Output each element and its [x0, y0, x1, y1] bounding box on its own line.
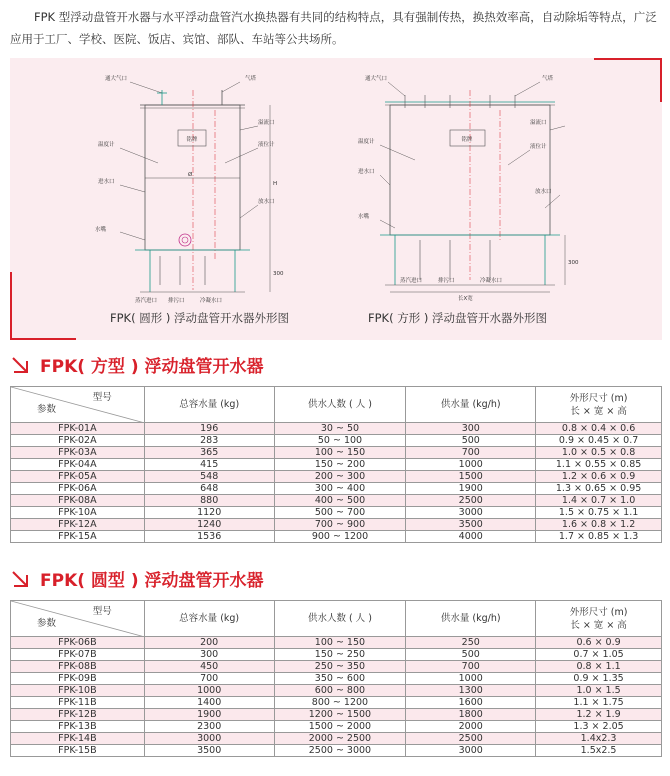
- table-row: [11, 507, 662, 519]
- cell-supply: 2000: [406, 721, 536, 733]
- round-nameplate-label: 铭牌: [186, 137, 198, 143]
- cell-capacity: 365: [144, 447, 274, 459]
- cell-model: FPK-06A: [11, 483, 145, 495]
- cell-supply: 500: [406, 435, 536, 447]
- round-condensate-label: 冷凝水口: [200, 298, 223, 304]
- table-row: [11, 697, 662, 709]
- round-section-title-text: FPK( 圆型 ) 浮动盘管开水器: [40, 571, 264, 591]
- intro-paragraph: FPK 型浮动盘管开水器与水平浮动盘管汽水换热器有共同的结构特点，具有强制传热，换热效率高，自动除垢等特点，广泛应用于工厂、学校、医院、饭店、宾馆、部队、车站等公共场所。: [10, 10, 657, 46]
- cell-capacity: 1120: [144, 507, 274, 519]
- header-supply: 供水量 (kg/h): [406, 601, 536, 637]
- corner-header-param: 参数: [37, 618, 57, 629]
- cell-size: 1.7 × 0.85 × 1.3: [536, 531, 662, 543]
- cell-size: 0.8 × 1.1: [536, 661, 662, 673]
- cell-model: FPK-13B: [11, 721, 145, 733]
- corner-header-model: 型号: [92, 392, 112, 403]
- table-row: [11, 531, 662, 543]
- cell-capacity: 3000: [144, 733, 274, 745]
- table-row: [11, 745, 662, 757]
- cell-model: FPK-14B: [11, 733, 145, 745]
- header-size: [536, 601, 662, 637]
- cell-people: 350 ~ 600: [274, 673, 406, 685]
- corner-header-param: 参数: [37, 404, 57, 415]
- table-row: [11, 637, 662, 649]
- cell-capacity: 700: [144, 673, 274, 685]
- cell-size: 0.8 × 0.4 × 0.6: [536, 423, 662, 435]
- square-width-label: 长X宽: [458, 296, 473, 302]
- cell-people: 900 ~ 1200: [274, 531, 406, 543]
- cell-supply: 1000: [406, 673, 536, 685]
- cell-people: 600 ~ 800: [274, 685, 406, 697]
- cell-people: 700 ~ 900: [274, 519, 406, 531]
- cell-people: 1200 ~ 1500: [274, 709, 406, 721]
- diagonal-arrow-icon: [10, 355, 36, 375]
- header-supply: 供水量 (kg/h): [406, 387, 536, 423]
- cell-people: 800 ~ 1200: [274, 697, 406, 709]
- cell-size: 1.0 × 1.5: [536, 685, 662, 697]
- cell-size: 0.9 × 0.45 × 0.7: [536, 435, 662, 447]
- round-tap-label: 水嘴: [95, 227, 107, 233]
- cell-model: FPK-12B: [11, 709, 145, 721]
- cell-size: 0.7 × 1.05: [536, 649, 662, 661]
- cell-capacity: 300: [144, 649, 274, 661]
- cell-supply: 3500: [406, 519, 536, 531]
- corner-header-cell: [11, 387, 145, 423]
- cell-capacity: 548: [144, 471, 274, 483]
- cell-size: 0.6 × 0.9: [536, 637, 662, 649]
- cell-model: FPK-15B: [11, 745, 145, 757]
- table-row: [11, 459, 662, 471]
- cell-model: FPK-01A: [11, 423, 145, 435]
- square-inlet-label: 进水口: [358, 169, 375, 175]
- cell-model: FPK-15A: [11, 531, 145, 543]
- cell-model: FPK-12A: [11, 519, 145, 531]
- table-row: [11, 733, 662, 745]
- table-row: [11, 709, 662, 721]
- cell-capacity: 2300: [144, 721, 274, 733]
- round-section-title: [10, 566, 264, 591]
- cell-model: FPK-10B: [11, 685, 145, 697]
- square-spec-table: [10, 386, 662, 543]
- round-drain-label: 排污口: [168, 298, 185, 304]
- table-row: [11, 673, 662, 685]
- table-row: [11, 423, 662, 435]
- square-heater-svg: [350, 60, 590, 310]
- table-row: [11, 519, 662, 531]
- cell-capacity: 1400: [144, 697, 274, 709]
- cell-capacity: 880: [144, 495, 274, 507]
- corner-header-model: 型号: [92, 606, 112, 617]
- cell-capacity: 196: [144, 423, 274, 435]
- cell-people: 2500 ~ 3000: [274, 745, 406, 757]
- square-level-label: 液位计: [530, 144, 547, 150]
- cell-people: 50 ~ 100: [274, 435, 406, 447]
- cell-supply: 700: [406, 447, 536, 459]
- cell-capacity: 283: [144, 435, 274, 447]
- cell-supply: 1300: [406, 685, 536, 697]
- header-capacity: 总容水量 (kg): [144, 601, 274, 637]
- round-outlet-label: 放水口: [258, 199, 275, 205]
- cell-supply: 3000: [406, 507, 536, 519]
- square-steam-label: 气塔: [542, 76, 554, 82]
- cell-model: FPK-06B: [11, 637, 145, 649]
- corner-header-cell: [11, 601, 145, 637]
- cell-capacity: 3500: [144, 745, 274, 757]
- cell-model: FPK-03A: [11, 447, 145, 459]
- cell-size: 1.2 × 0.6 × 0.9: [536, 471, 662, 483]
- cell-capacity: 450: [144, 661, 274, 673]
- cell-model: FPK-10A: [11, 507, 145, 519]
- cell-size: 1.3 × 2.05: [536, 721, 662, 733]
- cell-size: 1.2 × 1.9: [536, 709, 662, 721]
- cell-capacity: 415: [144, 459, 274, 471]
- cell-supply: 3000: [406, 745, 536, 757]
- cell-supply: 1900: [406, 483, 536, 495]
- cell-people: 2000 ~ 2500: [274, 733, 406, 745]
- cell-model: FPK-09B: [11, 673, 145, 685]
- square-heater-drawing: [350, 60, 590, 310]
- cell-capacity: 200: [144, 637, 274, 649]
- table-row: [11, 649, 662, 661]
- cell-size: 1.5 × 0.75 × 1.1: [536, 507, 662, 519]
- round-spec-table: [10, 600, 662, 757]
- round-steamin-label: 蒸汽进口: [135, 298, 158, 304]
- cell-supply: 500: [406, 649, 536, 661]
- round-vent-label: 通大气口: [105, 76, 128, 82]
- cell-supply: 2500: [406, 733, 536, 745]
- table-row: [11, 483, 662, 495]
- round-diameter-label: Ø: [188, 172, 193, 178]
- cell-supply: 1800: [406, 709, 536, 721]
- table-header-row: [11, 387, 662, 423]
- table-row: [11, 721, 662, 733]
- cell-size: 1.1 × 1.75: [536, 697, 662, 709]
- header-size-line1: 外形尺寸 (m): [569, 392, 628, 404]
- cell-model: FPK-05A: [11, 471, 145, 483]
- cell-size: 1.0 × 0.5 × 0.8: [536, 447, 662, 459]
- table-row: [11, 435, 662, 447]
- table-row: [11, 495, 662, 507]
- square-vent-label: 通大气口: [365, 76, 388, 82]
- cell-people: 1500 ~ 2000: [274, 721, 406, 733]
- round-heater-drawing: [90, 60, 310, 310]
- cell-size: 1.4x2.3: [536, 733, 662, 745]
- square-steamin-label: 蒸汽进口: [400, 278, 423, 284]
- cell-model: FPK-08B: [11, 661, 145, 673]
- round-heater-svg: [90, 60, 310, 310]
- header-capacity: 总容水量 (kg): [144, 387, 274, 423]
- cell-people: 150 ~ 200: [274, 459, 406, 471]
- cell-model: FPK-04A: [11, 459, 145, 471]
- round-inlet-label: 进水口: [98, 179, 115, 185]
- cell-people: 100 ~ 150: [274, 637, 406, 649]
- square-300-label: 300: [568, 260, 579, 266]
- diagonal-arrow-icon: [10, 569, 36, 589]
- square-overflow-label: 溢流口: [530, 120, 547, 126]
- header-people: 供水人数 ( 人 ): [274, 387, 406, 423]
- corner-accent-top-right: [594, 58, 662, 60]
- cell-capacity: 1240: [144, 519, 274, 531]
- square-outlet-label: 放水口: [535, 189, 552, 195]
- table-row: [11, 447, 662, 459]
- cell-model: FPK-08A: [11, 495, 145, 507]
- table-row: [11, 471, 662, 483]
- corner-accent-top-right-vertical: [660, 58, 662, 102]
- cell-people: 150 ~ 250: [274, 649, 406, 661]
- corner-accent-bottom-left-vertical: [10, 272, 12, 340]
- cell-supply: 4000: [406, 531, 536, 543]
- round-steam-label: 气塔: [245, 76, 257, 82]
- cell-people: 400 ~ 500: [274, 495, 406, 507]
- header-size: [536, 387, 662, 423]
- table-row: [11, 685, 662, 697]
- cell-people: 30 ~ 50: [274, 423, 406, 435]
- cell-size: 1.1 × 0.55 × 0.85: [536, 459, 662, 471]
- cell-people: 500 ~ 700: [274, 507, 406, 519]
- cell-supply: 1000: [406, 459, 536, 471]
- square-gauge-label: 温度计: [358, 139, 375, 145]
- square-figure-caption: FPK( 方形 ) 浮动盘管开水器外形图: [368, 311, 548, 325]
- round-overflow-label: 溢流口: [258, 120, 275, 126]
- square-condensate-label: 冷凝水口: [480, 278, 503, 284]
- round-300-label: 300: [273, 271, 284, 277]
- cell-size: 0.9 × 1.35: [536, 673, 662, 685]
- cell-size: 1.4 × 0.7 × 1.0: [536, 495, 662, 507]
- round-figure-caption: FPK( 圆形 ) 浮动盘管开水器外形图: [110, 311, 290, 325]
- corner-accent-bottom-left: [10, 338, 76, 340]
- cell-supply: 2500: [406, 495, 536, 507]
- cell-people: 250 ~ 350: [274, 661, 406, 673]
- header-people: 供水人数 ( 人 ): [274, 601, 406, 637]
- cell-capacity: 648: [144, 483, 274, 495]
- cell-capacity: 1900: [144, 709, 274, 721]
- cell-people: 100 ~ 150: [274, 447, 406, 459]
- round-gauge-label: 温度计: [98, 142, 115, 148]
- cell-size: 1.5x2.5: [536, 745, 662, 757]
- cell-capacity: 1000: [144, 685, 274, 697]
- cell-people: 300 ~ 400: [274, 483, 406, 495]
- round-height-label: H: [273, 181, 278, 187]
- table-row: [11, 661, 662, 673]
- header-size-line2: 长 × 宽 × 高: [570, 405, 627, 417]
- cell-size: 1.3 × 0.65 × 0.95: [536, 483, 662, 495]
- square-tap-label: 水嘴: [358, 214, 370, 220]
- cell-supply: 250: [406, 637, 536, 649]
- round-level-label: 液位计: [258, 142, 275, 148]
- square-nameplate-label: 铭牌: [461, 137, 473, 143]
- cell-capacity: 1536: [144, 531, 274, 543]
- cell-people: 200 ~ 300: [274, 471, 406, 483]
- cell-size: 1.6 × 0.8 × 1.2: [536, 519, 662, 531]
- cell-supply: 700: [406, 661, 536, 673]
- cell-supply: 1600: [406, 697, 536, 709]
- square-section-title: [10, 352, 264, 377]
- header-size-line1: 外形尺寸 (m): [569, 606, 628, 618]
- square-drain-label: 排污口: [438, 278, 455, 284]
- cell-model: FPK-02A: [11, 435, 145, 447]
- table-header-row: [11, 601, 662, 637]
- square-section-title-text: FPK( 方型 ) 浮动盘管开水器: [40, 357, 264, 377]
- cell-model: FPK-11B: [11, 697, 145, 709]
- cell-supply: 300: [406, 423, 536, 435]
- cell-supply: 1500: [406, 471, 536, 483]
- header-size-line2: 长 × 宽 × 高: [570, 619, 627, 631]
- cell-model: FPK-07B: [11, 649, 145, 661]
